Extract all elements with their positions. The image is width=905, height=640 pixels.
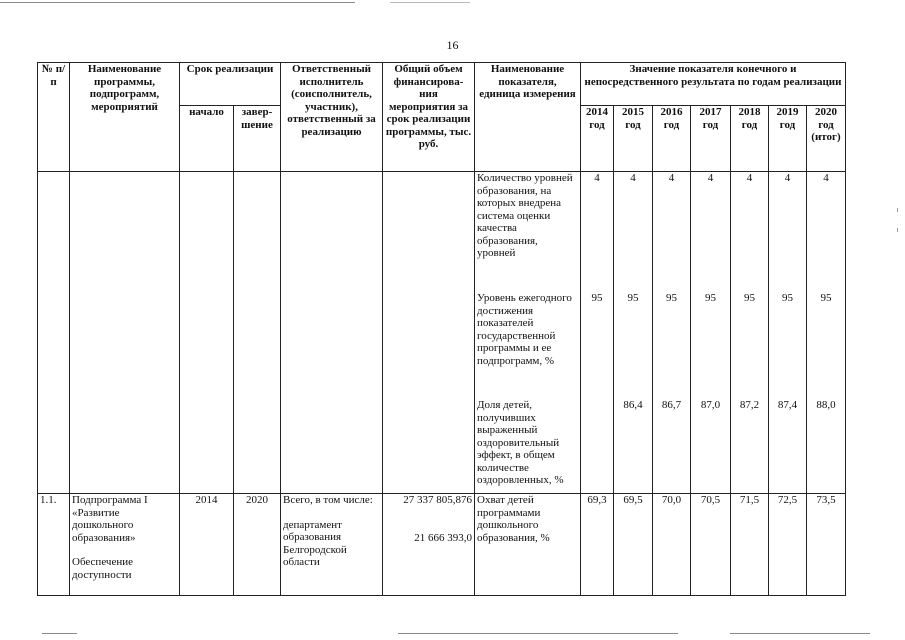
indicator-value: 87,0 bbox=[700, 399, 721, 411]
indicator-value: 69,3 bbox=[581, 494, 614, 596]
indicator-value: 86,7 bbox=[661, 399, 682, 411]
subprogram-row bbox=[38, 494, 846, 596]
indicator-value: 95 bbox=[705, 292, 716, 304]
header-indicator: Наименование показателя, единица измерения bbox=[475, 63, 581, 172]
header-year: 2018 год bbox=[731, 106, 769, 172]
subprogram-activity: Обеспечение доступности bbox=[72, 556, 133, 581]
indicator-value: 95 bbox=[627, 292, 639, 304]
indicator-value: 73,5 bbox=[807, 494, 846, 596]
header-end: завер-шение bbox=[234, 106, 281, 172]
scan-edge-top bbox=[0, 2, 355, 3]
scan-speck bbox=[897, 208, 898, 212]
value-cell bbox=[731, 172, 769, 494]
value-cell bbox=[769, 172, 807, 494]
indicator-value: 95 bbox=[782, 292, 793, 304]
cell-empty bbox=[180, 172, 234, 494]
end-year: 2020 bbox=[234, 494, 281, 596]
subprogram-name-cell bbox=[70, 494, 180, 596]
indicator-value: 70,0 bbox=[653, 494, 691, 596]
row-number: 1.1. bbox=[38, 494, 70, 596]
indicators-table bbox=[37, 62, 846, 596]
indicator-value: 95 bbox=[744, 292, 755, 304]
indicator-value: 4 bbox=[594, 172, 600, 184]
finance-total: 27 337 805,876 bbox=[403, 494, 472, 506]
header-values: Значение показателя конечного и непосредственного результата по годам реализации bbox=[581, 63, 846, 106]
header-finance: Общий объем финансирова-ния мероприятия за срок реализации программы, тыс. руб. bbox=[383, 63, 475, 172]
continuation-row bbox=[38, 172, 846, 494]
indicator-value: 87,2 bbox=[739, 399, 760, 411]
header-row bbox=[38, 63, 846, 106]
indicator-name: Количество уровней образования, на которых внедрена система оценки качества образования, уровней bbox=[477, 172, 573, 259]
page-number: 16 bbox=[446, 38, 459, 52]
indicator-value: 95 bbox=[820, 292, 832, 304]
value-cell bbox=[807, 172, 846, 494]
header-period: Срок реализации bbox=[180, 63, 281, 106]
cell-empty bbox=[281, 172, 383, 494]
indicator-value bbox=[583, 387, 611, 399]
indicator-cell bbox=[475, 172, 581, 494]
indicator-value: 86,4 bbox=[623, 399, 643, 411]
finance-cell bbox=[383, 494, 475, 596]
indicator-value: 87,4 bbox=[777, 399, 798, 411]
scan-edge-bottom-left bbox=[42, 633, 77, 634]
indicator-name: Доля детей, получивших выраженный оздоровительный эффект, в общем количестве оздоровленных, % bbox=[477, 399, 564, 486]
responsible-total: Всего, в том числе: bbox=[283, 494, 373, 506]
indicator-value: 4 bbox=[630, 172, 636, 184]
indicator-name: Охват детей программами дошкольного образования, % bbox=[475, 494, 581, 596]
indicator-value: 88,0 bbox=[816, 399, 836, 411]
responsible-cell bbox=[281, 494, 383, 596]
responsible-department: департамент образования Белгородской области bbox=[283, 518, 347, 568]
indicator-value: 69,5 bbox=[614, 494, 653, 596]
indicator-value: 4 bbox=[668, 172, 675, 184]
header-year: 2019 год bbox=[769, 106, 807, 172]
start-year: 2014 bbox=[180, 494, 234, 596]
value-cell bbox=[691, 172, 731, 494]
indicator-value: 71,5 bbox=[731, 494, 769, 596]
finance-department: 21 666 393,0 bbox=[414, 531, 472, 544]
value-cell bbox=[581, 172, 614, 494]
cell-empty bbox=[70, 172, 180, 494]
cell-empty bbox=[234, 172, 281, 494]
subprogram-name: Подпрограмма I «Развитие дошкольного образования» bbox=[72, 494, 148, 544]
indicator-value: 95 bbox=[591, 292, 603, 304]
header-start: начало bbox=[180, 106, 234, 172]
scan-edge-bottom bbox=[398, 633, 678, 634]
header-year: 2015 год bbox=[614, 106, 653, 172]
indicator-value: 4 bbox=[746, 172, 753, 184]
indicator-value: 4 bbox=[784, 172, 791, 184]
indicator-value: 95 bbox=[666, 292, 677, 304]
scan-edge-bottom-right bbox=[730, 633, 870, 634]
scan-speck bbox=[897, 228, 898, 232]
value-cell bbox=[614, 172, 653, 494]
header-year: 2017 год bbox=[691, 106, 731, 172]
indicator-value: 70,5 bbox=[691, 494, 731, 596]
header-year: 2016 год bbox=[653, 106, 691, 172]
indicator-value: 72,5 bbox=[769, 494, 807, 596]
header-year: 2020 год (итог) bbox=[807, 106, 846, 172]
indicator-value: 4 bbox=[823, 172, 829, 184]
header-year: 2014 год bbox=[581, 106, 614, 172]
header-no: № п/п bbox=[38, 63, 70, 172]
scan-edge-top-right bbox=[390, 2, 470, 3]
indicator-name: Уровень ежегодного достижения показателей государственной программы и ее подпрограмм, % bbox=[477, 292, 572, 367]
header-responsible: Ответственный исполнитель (соисполнитель, участник), ответственный за реализацию bbox=[281, 63, 383, 172]
cell-empty bbox=[383, 172, 475, 494]
cell-empty bbox=[38, 172, 70, 494]
indicator-value: 4 bbox=[707, 172, 714, 184]
header-name: Наименование программы, подпрограмм, мероприятий bbox=[70, 63, 180, 172]
value-cell bbox=[653, 172, 691, 494]
